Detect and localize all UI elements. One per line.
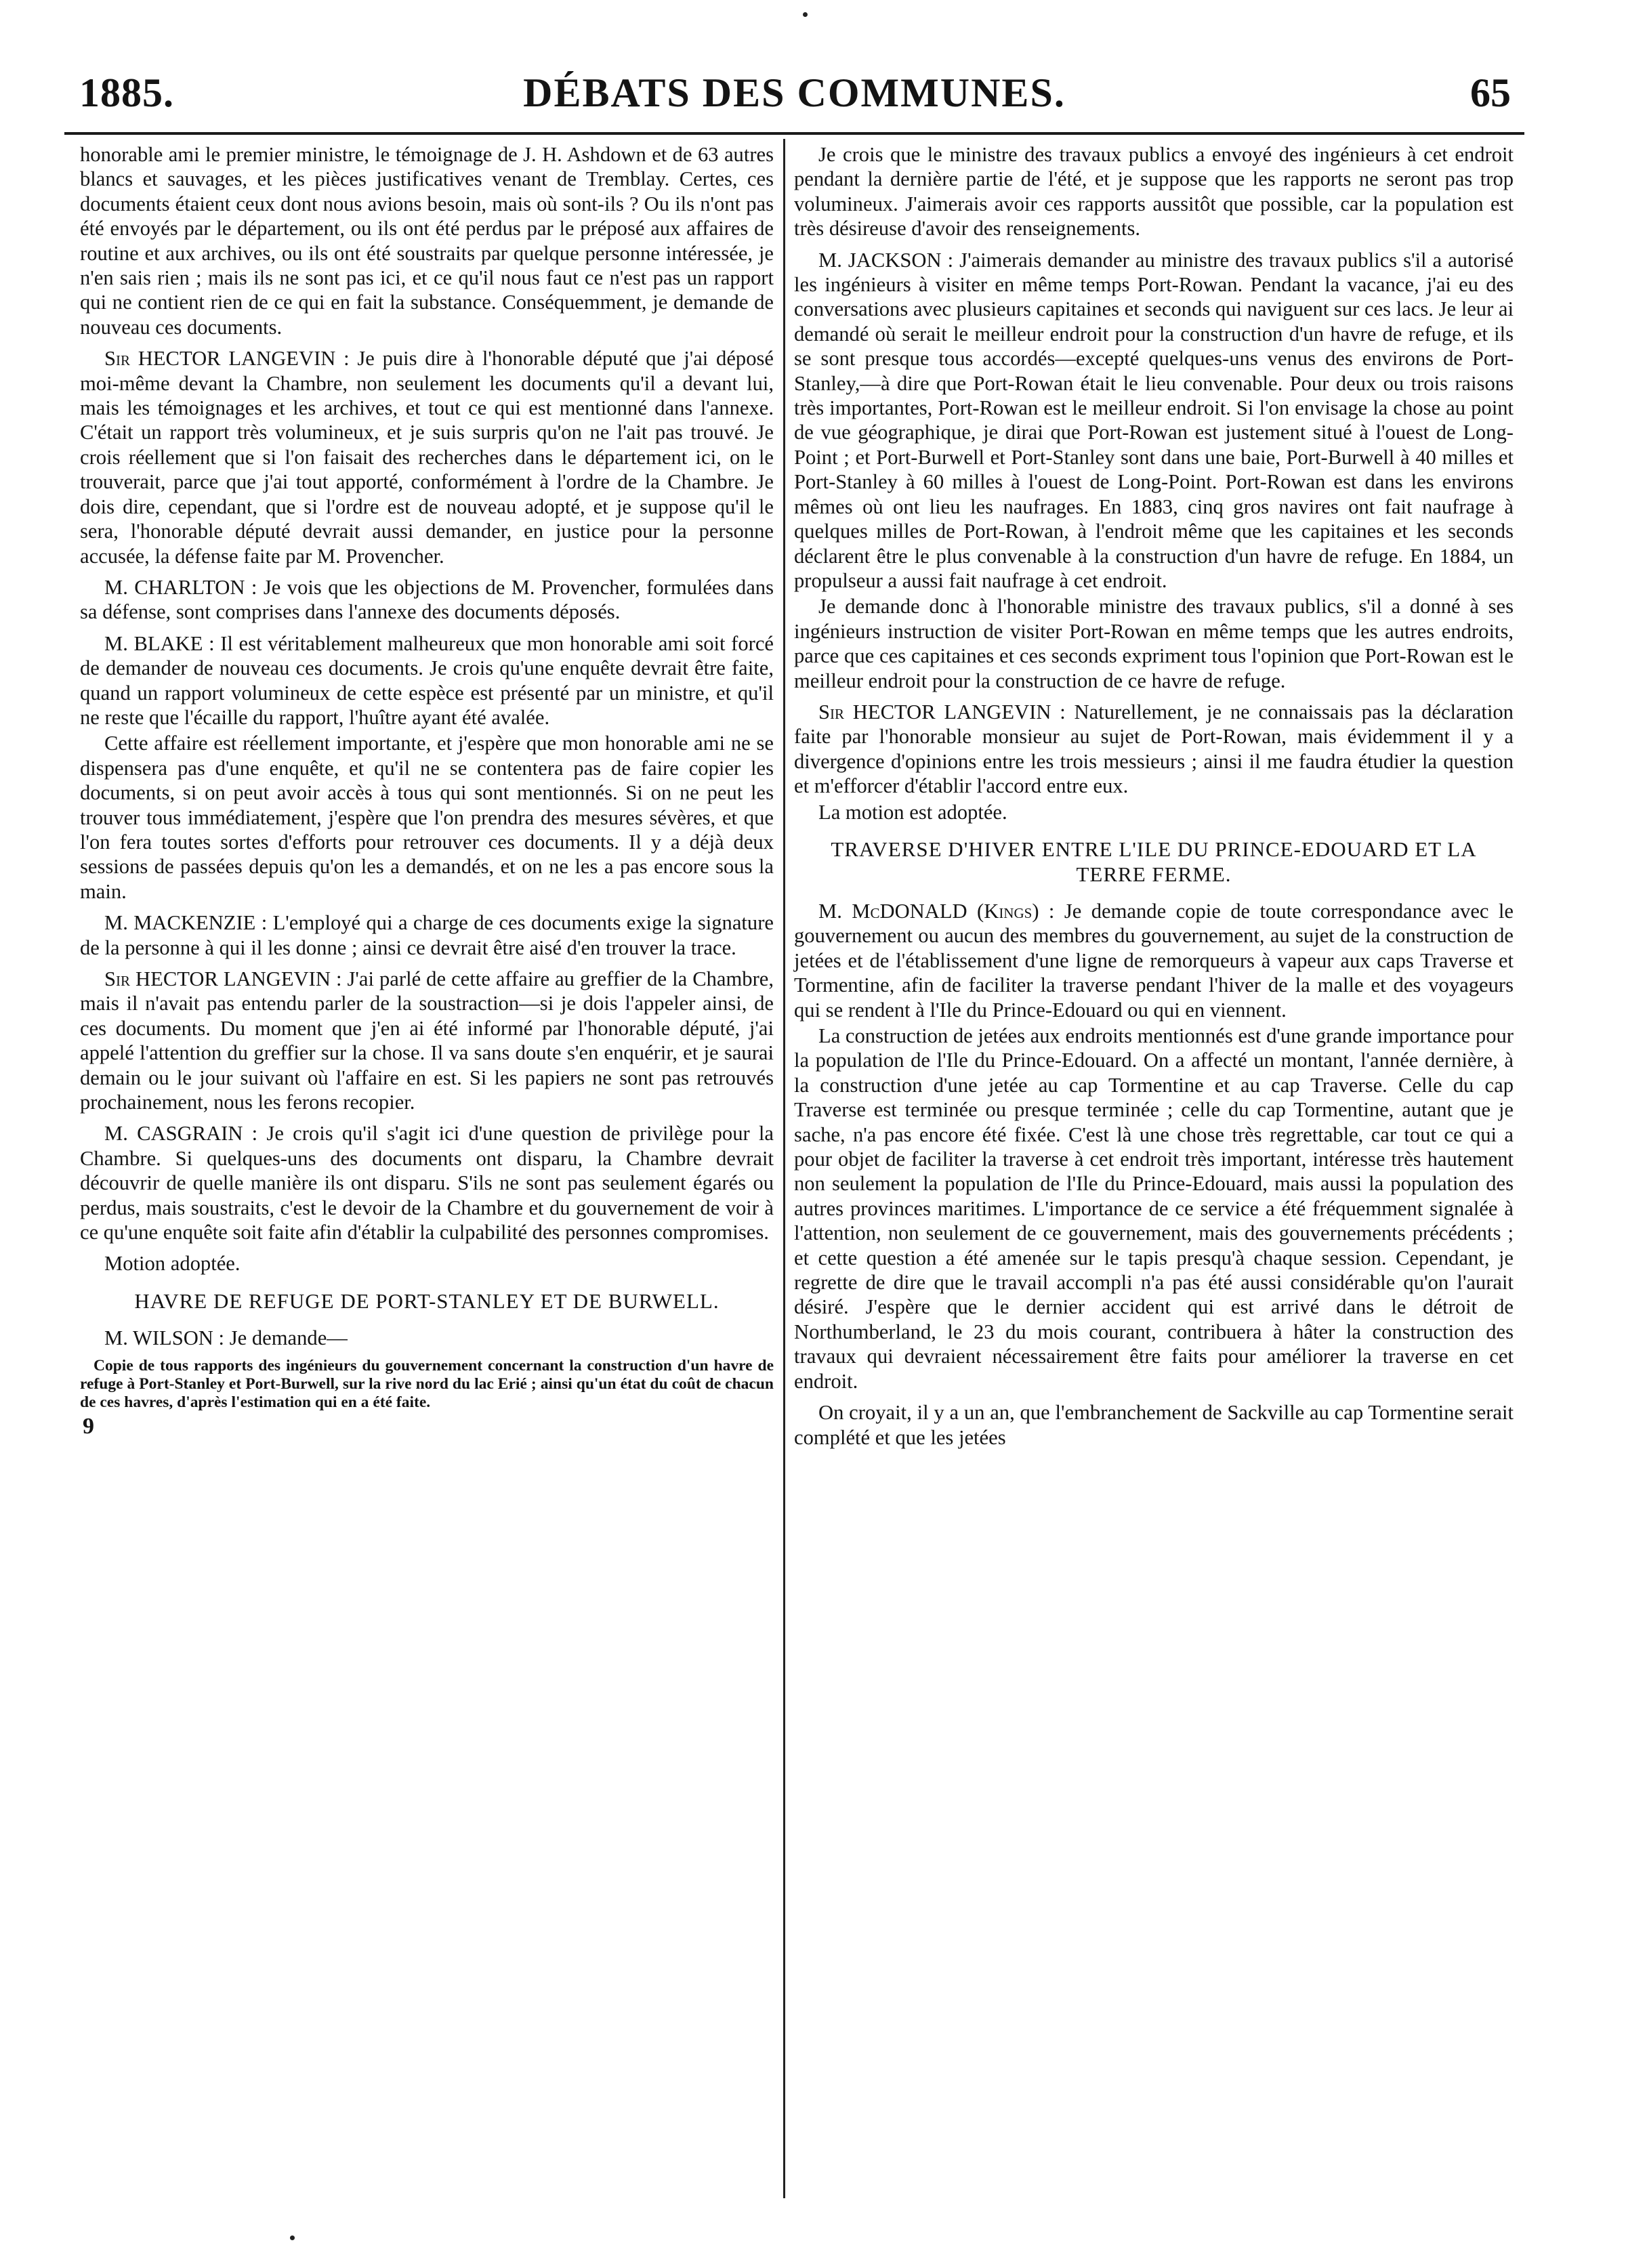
paragraph xyxy=(794,800,1514,824)
paragraph-text: Je crois qu'il s'agit ici d'une question de privilège pour la Chambre. Si quelques-uns des documents ont disparu, la Chambre devrait découvrir de quelle manière ils ont disparu. S'ils ne sont pas seulement égarés ou perdus, mais soustraits, c'est le devoir de la Chambre et du gouvernement de voir à ce qu'une enquête soit faite afin d'établir la culpabilité des personnes compromises. xyxy=(80,1122,774,1244)
paragraph-text: Naturellement, je ne connaissais pas la déclaration faite par l'honorable monsieur au sujet de Port-Rowan, mais évidemment il y a divergence d'opinions entre les trois messieurs ; ainsi il me faudra étudier la question et m'efforcer d'établir l'accord entre eux. xyxy=(794,700,1514,798)
speaker-name: M. MACKENZIE : xyxy=(104,911,268,935)
paragraph-text: Motion adoptée. xyxy=(104,1252,241,1276)
paragraph xyxy=(794,1024,1514,1393)
paragraph-text: Je vois que les objections de M. Provencher, formulées dans sa défense, sont comprises dans l'annexe des documents déposés. xyxy=(80,575,774,624)
paragraph xyxy=(80,1251,774,1276)
speaker-name: M. JACKSON : xyxy=(818,248,954,272)
paragraph-text: J'ai parlé de cette affaire au greffier de la Chambre, mais il n'avait pas entendu parler de la soustraction—si je dois l'appeler ainsi, de ces documents. Du moment que j'en ai été informé par l'honorable député, j'ai appelé l'attention du greffier sur la chose. Il va sans doute s'en enquérir, et je saurai demain ou le jour suivant où l'affaire en est. Si les papiers ne sont pas retrouvés prochainement, nous les ferons recopier. xyxy=(80,967,774,1114)
section-heading: HAVRE DE REFUGE DE PORT-STANLEY ET DE BURWELL. xyxy=(134,1288,720,1313)
signature-mark: 9 xyxy=(83,1414,94,1440)
paragraph xyxy=(80,142,774,339)
print-speck xyxy=(803,12,808,17)
header-rule xyxy=(64,132,1524,135)
paragraph xyxy=(80,967,774,1114)
header-page-number: 65 xyxy=(1470,70,1511,115)
paragraph xyxy=(80,910,774,960)
paragraph-text: La construction de jetées aux endroits mentionnés est d'une grande importance pour la population de l'Ile du Prince-Edouard. On a affecté un montant, l'année dernière, à la construction d'une jetée au cap Tormentine et au cap Traverse. Celle du cap Traverse est terminée ou presque terminée ; celle du cap Tormentine, autant que je sache, n'a pas encore été fixée. C'est là une chose très regrettable, car tout ce qui a pour objet de faciliter la traverse à cet endroit très important, intéresse très hautement non seulement la population de l'Ile du Prince-Edouard, mais aussi la population des autres provinces maritimes. L'importance de ce service a été fréquemment signalée à l'attention, non seulement de ce gouvernement, mais des gouvernements précédents ; et cette question a été amenée sur le tapis presqu'à chaque session. Cependant, je regrette de dire que le travail accompli n'a pas été aussi considérable qu'on l'aurait désiré. J'espère que le dernier accident qui est arrivé dans le détroit de Northumberland, le 23 du mois courant, contribuera à hâter la construction des travaux qui devraient nécessairement être faits pour améliorer la traverse en cet endroit. xyxy=(794,1024,1514,1393)
paragraph-text: Je demande— xyxy=(229,1326,348,1349)
column-divider xyxy=(783,139,785,2198)
motion-note: Copie de tous rapports des ingénieurs du gouvernement concernant la construction d'un havre de refuge à Port-Stanley et Port-Burwell, sur la rive nord du lac Erié ; ainsi qu'un état du coût de chacun de ces havres, d'après l'estimation qui en a été faite. xyxy=(80,1357,774,1412)
paragraph xyxy=(80,731,774,904)
paragraph-text: Je demande copie de toute correspondance avec le gouvernement ou aucun des membres du gouvernement, au sujet de la construction de jetées et de l'établissement d'une ligne de remorqueurs à vapeur aux caps Traverse et Tormentine, afin de faciliter la traverse pendant l'hiver de la malle et des voyageurs qui se rendent à l'Ile du Prince-Edouard ou qui en viennent. xyxy=(794,899,1514,1022)
paragraph xyxy=(794,142,1514,241)
left-column xyxy=(80,142,774,1440)
paragraph-text: L'employé qui a charge de ces documents exige la signature de la personne à qui il les donne ; ainsi ce devrait être aisé d'en trouver la trace. xyxy=(80,911,774,959)
paragraph-text: honorable ami le premier ministre, le témoignage de J. H. Ashdown et de 63 autres blancs et sauvages, et les pièces justificatives venant de Tremblay. Certes, ces documents étaient ceux dont nous avions besoin, mais où sont-ils ? Ou ils n'ont pas été envoyés par le département, ou ils ont été perdus par le préposé aux affaires de routine et aux archives, ou ils ont été soustraits par quelque personne intéressée, je n'en sais rien ; mais ils ne sont pas ici, et ce qu'il nous faut ce n'est pas un rapport qui ne contient rien de ce qui en fait la substance. Conséquemment, je demande de nouveau ces documents. xyxy=(80,143,774,339)
speaker-name: Sir HECTOR LANGEVIN : xyxy=(104,967,342,990)
paragraph-text: La motion est adoptée. xyxy=(818,800,1007,824)
page-header xyxy=(64,64,1524,132)
paragraph xyxy=(80,575,774,625)
right-column xyxy=(794,142,1514,1456)
paragraph xyxy=(80,346,774,568)
speaker-name: Sir HECTOR LANGEVIN : xyxy=(818,700,1066,723)
paragraph xyxy=(794,594,1514,693)
paragraph-text: On croyait, il y a un an, que l'embranchement de Sackville au cap Tormentine serait complété et que les jetées xyxy=(794,1401,1514,1449)
print-speck xyxy=(290,2235,295,2240)
paragraph xyxy=(80,1326,774,1350)
paragraph xyxy=(794,1400,1514,1450)
paragraph xyxy=(80,1121,774,1244)
section-heading: TRAVERSE D'HIVER ENTRE L'ILE DU PRINCE-EDOUARD ET LA TERRE FERME. xyxy=(831,837,1477,886)
speaker-name: M. CASGRAIN : xyxy=(104,1122,258,1146)
paragraph-text: Cette affaire est réellement importante, et j'espère que mon honorable ami ne se dispensera pas d'une enquête, et qu'il ne se contentera pas de faire copier les documents, si on peut avoir accès à tous qui sont mentionnés. Si on ne peut les trouver tous immédiatement, j'espère que l'on prendra des mesures sévères, et que l'on fera toutes sortes d'efforts pour retrouver ces documents. Il y a déjà deux sessions de passées depuis qu'on les a demandés, et on ne les a pas encore sous la main. xyxy=(80,732,774,903)
speaker-name: M. CHARLTON : xyxy=(104,575,257,599)
paragraph-text: J'aimerais demander au ministre des travaux publics s'il a autorisé les ingénieurs à visiter en même temps Port-Rowan. Pendant la vacance, j'ai eu des conversations avec plusieurs capitaines et seconds qui naviguent sur ces lacs. Je leur ai demandé où serait le meilleur endroit pour la construction d'un havre de refuge, et ils se sont presque tous accordés—excepté quelques-uns venus des environs de Port-Stanley,—à dire que Port-Rowan était le lieu convenable. Pour deux ou trois raisons très importantes, Port-Rowan est le meilleur endroit. Si l'on envisage la chose au point de vue géographique, je dirai que Port-Rowan est justement situé à l'ouest de Long-Point ; et Port-Burwell et Port-Stanley sont dans une baie, Port-Burwell à 40 milles et Port-Stanley à 60 milles à l'ouest de Long-Point. Port-Rowan est dans les environs mêmes où ont lieu les naufrages. En 1883, cinq gros navires ont fait naufrage à quelques milles de Port-Rowan, à l'endroit même que les capitaines et les seconds déclarent être le plus convenable à la construction d'un havre de refuge. En 1884, un propulseur a aussi fait naufrage à cet endroit. xyxy=(794,248,1514,592)
speaker-name: M. WILSON : xyxy=(104,1326,225,1349)
speaker-name: M. McDONALD (Kings) : xyxy=(818,899,1055,923)
header-year: 1885. xyxy=(79,70,174,115)
paragraph-text: Il est véritablement malheureux que mon honorable ami soit forcé de demander de nouveau ces documents. Je crois qu'une enquête devrait être faite, quand un rapport volumineux de cette espèce est présenté par un ministre, et qu'il ne reste que l'écaille du rapport, l'huître ayant été avalée. xyxy=(80,631,774,729)
header-title: DÉBATS DES COMMUNES. xyxy=(523,70,1066,115)
speaker-name: Sir HECTOR LANGEVIN : xyxy=(104,347,350,371)
paragraph-text: Je demande donc à l'honorable ministre des travaux publics, s'il a donné à ses ingénieurs instruction de visiter Port-Rowan en même temps que les autres endroits, parce que ces capitaines et ces seconds expriment tous l'opinion que Port-Rowan est le meilleur endroit pour la construction de ce havre de refuge. xyxy=(794,595,1514,692)
speaker-name: M. BLAKE : xyxy=(104,631,215,655)
paragraph xyxy=(794,700,1514,799)
paragraph-text: Je puis dire à l'honorable député que j'ai déposé moi-même devant la Chambre, non seulement les documents qu'il a devant lui, mais les témoignages et les archives, et tout ce qui est mentionné dans l'annexe. C'était un rapport très volumineux, et je suis surpris qu'on ne l'ait pas trouvé. Je crois réellement que si l'on faisait des recherches dans le département ici, on le trouverait, parce que j'ai tout apporté, conformément à l'ordre de la Chambre. Je dois dire, cependant, que si l'ordre est de nouveau adopté, et je suppose qu'il le sera, l'honorable député devrait aussi demander, en justice pour la personne accusée, la défense faite par M. Provencher. xyxy=(80,347,774,568)
paragraph xyxy=(794,899,1514,1022)
paragraph xyxy=(794,248,1514,593)
paragraph xyxy=(80,631,774,730)
paragraph-text: Je crois que le ministre des travaux publics a envoyé des ingénieurs à cet endroit pendant la dernière partie de l'été, et je suppose que les rapports ne seront pas trop volumineux. J'aimerais avoir ces rapports aussitôt que possible, car la population est très désireuse d'avoir des renseignements. xyxy=(794,143,1514,240)
